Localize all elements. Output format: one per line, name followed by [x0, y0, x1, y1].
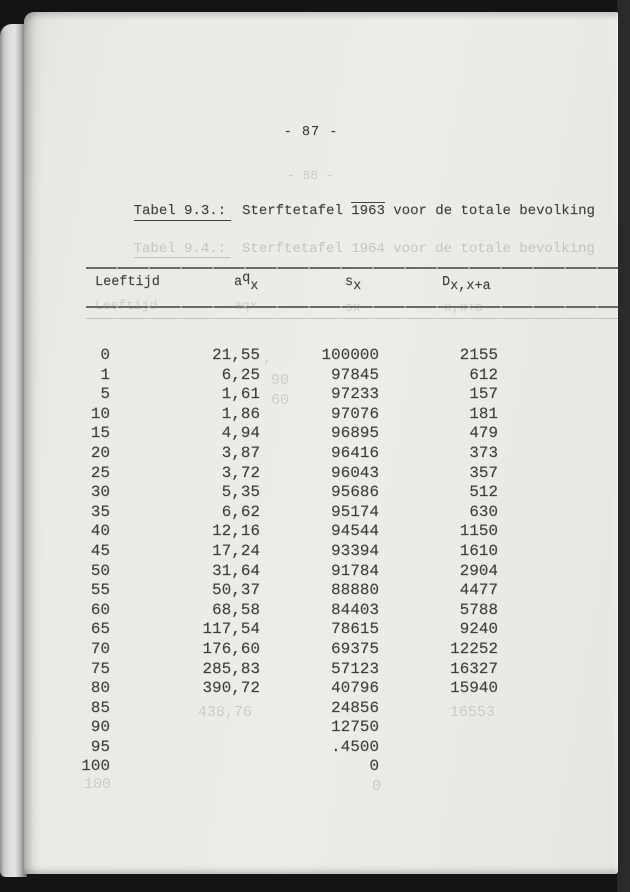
cell-dxxa	[379, 738, 498, 758]
cell-qx	[110, 757, 260, 777]
bleedthrough-rule	[86, 318, 618, 319]
cell-dxxa: 157	[469, 385, 498, 404]
cell-qx: 1,61	[221, 385, 260, 404]
cell-qx: 12,16	[211, 522, 260, 541]
cell-dxxa: 15940	[449, 679, 498, 698]
bleedthrough-text: 90	[271, 372, 290, 389]
cell-sx: 97076	[330, 404, 379, 423]
cell-sx: 97845	[330, 365, 379, 384]
cell-leeftijd: 10	[90, 404, 110, 423]
cell-sx: 91784	[330, 561, 379, 580]
cell-dxxa: 612	[469, 365, 498, 384]
table-row	[24, 757, 504, 777]
cell-qx: 4,94	[221, 424, 260, 443]
cell-sx: 84403	[330, 600, 379, 619]
cell-leeftijd: 60	[90, 600, 110, 619]
bleedthrough-text: - 88 -	[287, 168, 334, 183]
cell-leeftijd: 35	[90, 502, 110, 521]
cell-qx: 6,25	[221, 365, 260, 384]
cell-dxxa: 2155	[459, 346, 498, 364]
table-row	[24, 738, 504, 758]
cell-sx: 96043	[330, 463, 379, 482]
cell-dxxa: 512	[469, 483, 498, 502]
header-qx: aqx	[234, 271, 259, 294]
cell-leeftijd: 20	[90, 443, 110, 462]
cell-sx: 24856	[330, 698, 379, 717]
cell-qx: 17,24	[211, 541, 260, 560]
table-row	[24, 424, 504, 444]
cell-qx: 390,72	[202, 679, 260, 698]
cell-qx: 50,37	[211, 581, 260, 600]
cell-leeftijd: 40	[90, 522, 110, 541]
cell-qx: 3,72	[221, 463, 260, 482]
cell-sx: 0	[369, 757, 379, 776]
bleedthrough-text: 60	[271, 392, 290, 409]
page-number: - 87 -	[283, 125, 339, 140]
book-page-edges	[0, 24, 27, 877]
header-sx: sx	[345, 275, 362, 294]
table-row	[24, 718, 504, 738]
cell-leeftijd: 95	[90, 737, 110, 756]
cell-dxxa: 479	[469, 424, 498, 443]
bleedthrough-text: 438,76	[198, 704, 253, 721]
bleedthrough-caption	[100, 225, 595, 273]
cell-dxxa: 5788	[459, 600, 498, 619]
bleedthrough-text: 0	[372, 778, 382, 795]
cell-qx: 21,55	[211, 346, 260, 364]
cell-dxxa	[379, 757, 498, 777]
cell-leeftijd: 0	[100, 346, 110, 364]
cell-qx: 1,86	[221, 404, 260, 423]
cell-qx	[110, 718, 260, 738]
table-row	[24, 464, 504, 484]
cell-sx: 12750	[330, 718, 379, 737]
bleedthrough-text: ,	[263, 350, 273, 367]
table-caption-text-post: voor de totale bevolking	[384, 203, 595, 219]
cell-dxxa: 373	[469, 443, 498, 462]
cell-sx: 57123	[330, 659, 379, 678]
cell-leeftijd: 85	[90, 698, 110, 717]
cell-leeftijd: 90	[90, 718, 110, 737]
table-row	[24, 679, 504, 699]
bleedthrough-text: 100	[84, 776, 112, 793]
bleedthrough-text: aqx	[234, 298, 258, 313]
table-caption-label: Tabel 9.3.:	[134, 203, 231, 221]
cell-qx: 117,54	[202, 620, 260, 639]
cell-leeftijd: 5	[100, 385, 110, 404]
cell-dxxa: 2904	[459, 561, 498, 580]
cell-dxxa: 181	[469, 404, 498, 423]
table-row	[24, 542, 504, 562]
cell-sx: 94544	[330, 522, 379, 541]
table-caption-year: 1963	[351, 203, 385, 219]
cell-qx: 285,83	[202, 659, 260, 678]
cell-leeftijd: 30	[90, 483, 110, 502]
cell-leeftijd: 55	[90, 581, 110, 600]
header-dxxa: Dx,x+a	[442, 275, 491, 294]
bleedthrough-text: 16553	[450, 704, 496, 721]
table-row	[24, 483, 504, 503]
cell-leeftijd: 1	[100, 365, 110, 384]
cell-sx: 100000	[321, 346, 379, 364]
table-row	[24, 366, 504, 386]
table-caption-text-pre: Sterftetafel	[242, 203, 352, 219]
cell-qx: 3,87	[221, 443, 260, 462]
cell-qx: 31,64	[211, 561, 260, 580]
cell-qx	[110, 738, 260, 758]
scan-right-band	[617, 0, 630, 892]
cell-sx: 95174	[330, 502, 379, 521]
cell-sx: 95686	[330, 483, 379, 502]
cell-qx: 68,58	[211, 600, 260, 619]
table-row	[24, 581, 504, 601]
cell-dxxa: 630	[469, 502, 498, 521]
cell-leeftijd: 65	[90, 620, 110, 639]
cell-sx: 78615	[330, 620, 379, 639]
table-row	[24, 601, 504, 621]
cell-dxxa: 12252	[449, 639, 498, 658]
cell-leeftijd: 45	[90, 541, 110, 560]
cell-leeftijd: 100	[81, 757, 110, 776]
table-row	[24, 620, 504, 640]
cell-leeftijd: 25	[90, 463, 110, 482]
table-row	[24, 503, 504, 523]
table-row	[24, 385, 504, 405]
table-row	[24, 640, 504, 660]
table-top-rule	[86, 267, 618, 269]
bleedthrough-caption-text: Sterftetafel 1964 voor de totale bevolking	[242, 241, 595, 257]
cell-dxxa: 9240	[459, 620, 498, 639]
bleedthrough-text: x,x+a	[444, 300, 484, 315]
cell-dxxa	[379, 718, 498, 738]
cell-qx: 5,35	[221, 483, 260, 502]
bleedthrough-caption-label: Tabel 9.4.:	[134, 241, 231, 258]
header-leeftijd: Leeftijd	[95, 275, 160, 290]
cell-sx: 69375	[330, 639, 379, 658]
cell-leeftijd: 70	[90, 639, 110, 658]
table-row	[24, 562, 504, 582]
cell-dxxa: 4477	[459, 581, 498, 600]
cell-qx: 6,62	[221, 502, 260, 521]
bleedthrough-text: Leeftijd	[95, 298, 158, 313]
table-row	[24, 660, 504, 680]
cell-leeftijd: 15	[90, 424, 110, 443]
cell-sx: .4500	[330, 737, 379, 756]
cell-dxxa: 1150	[459, 522, 498, 541]
document-page	[24, 12, 618, 874]
table-row	[24, 444, 504, 464]
cell-leeftijd: 75	[90, 659, 110, 678]
bleedthrough-text: sx	[345, 300, 361, 315]
cell-sx: 96416	[330, 443, 379, 462]
cell-dxxa: 1610	[459, 541, 498, 560]
cell-dxxa: 357	[469, 463, 498, 482]
table-row	[24, 699, 504, 719]
cell-sx: 96895	[330, 424, 379, 443]
table-row	[24, 522, 504, 542]
cell-sx: 88880	[330, 581, 379, 600]
table-body	[24, 346, 504, 777]
cell-qx: 176,60	[202, 639, 260, 658]
table-row	[24, 405, 504, 425]
cell-leeftijd: 50	[90, 561, 110, 580]
cell-sx: 93394	[330, 541, 379, 560]
cell-leeftijd: 80	[90, 679, 110, 698]
cell-dxxa: 16327	[449, 659, 498, 678]
cell-sx: 97233	[330, 385, 379, 404]
cell-sx: 40796	[330, 679, 379, 698]
